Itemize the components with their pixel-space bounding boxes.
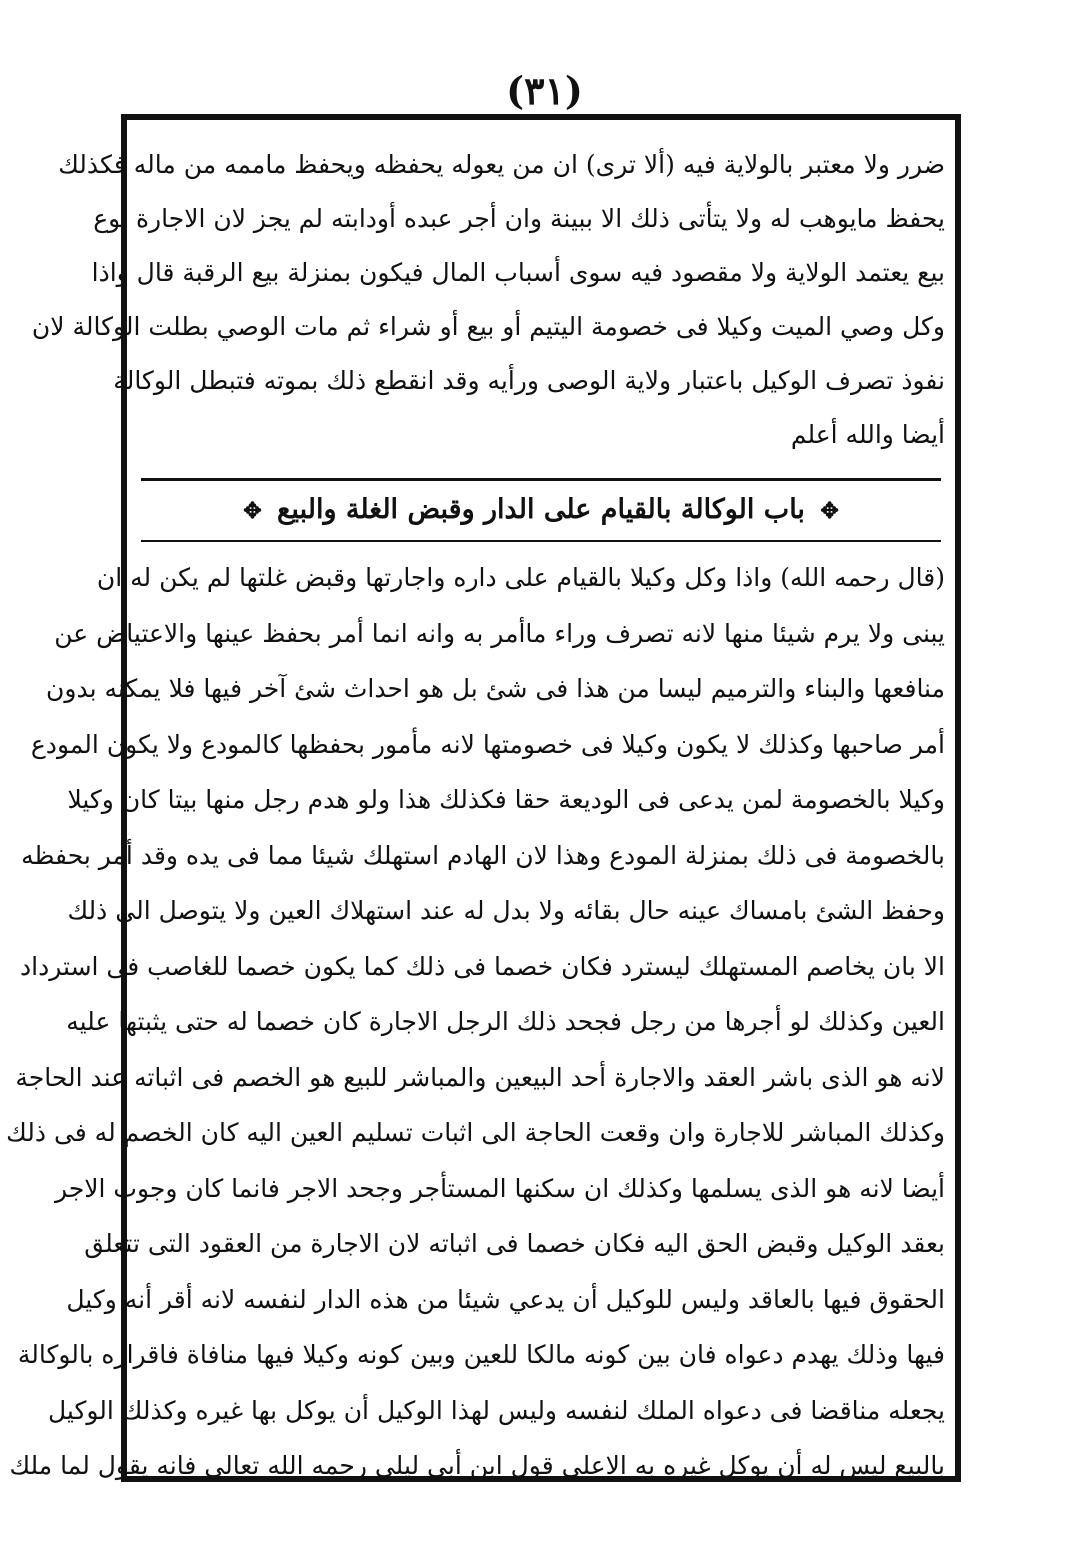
text-line: بعقد الوكيل وقبض الحق اليه فكان خصما فى اثباته لان الاجارة من العقود التى تتعلق — [84, 1229, 945, 1258]
ornament-icon: ✥ — [243, 497, 262, 524]
text-line: وكذلك المباشر للاجارة وان وقعت الحاجة الى اثبات تسليم العين اليه كان الخصم له فى ذلك — [6, 1118, 945, 1147]
chapter-heading — [127, 486, 955, 534]
text-line: بالخصومة فى ذلك بمنزلة المودع وهذا لان الهادم استهلك شيئا مما فى يده وقد أمر بحفظه — [21, 840, 945, 870]
text-line: لانه هو الذى باشر العقد والاجارة أحد البيعين والمباشر للبيع هو الخصم فى اثباته عند الحاجة — [15, 1062, 945, 1092]
divider-bottom — [141, 540, 941, 542]
text-line: بيع يعتمد الولاية ولا مقصود فيه سوى أسباب المال فيكون بمنزلة بيع الرقبة قال واذا — [91, 258, 945, 287]
text-line: (قال رحمه الله) واذا وكل وكيلا بالقيام على داره واجارتها وقبض غلتها لم يكن له ان — [96, 563, 945, 592]
text-line: فيها وذلك يهدم دعواه فان بين كونه مالكا للعين وبين كونه وكيلا فيها منافاة فاقراره بالوكالة — [17, 1340, 945, 1369]
text-line: الا بان يخاصم المستهلك ليسترد فكان خصما فى ذلك كما يكون خصما للغاصب فى استرداد — [20, 951, 945, 981]
text-line: يحفظ مايوهب له ولا يتأتى ذلك الا ببينة وان أجر عبده أودابته لم يجز لان الاجارة نوع — [93, 204, 945, 233]
page-frame — [6, 114, 961, 1482]
text-line: وكل وصي الميت وكيلا فى خصومة اليتيم أو بيع أو شراء ثم مات الوصي بطلت الوكالة لان — [31, 312, 945, 341]
text-line: وحفظ الشئ بامساك عينه حال بقائه ولا بدل له عند استهلاك العين ولا يتوصل الى ذلك — [67, 896, 945, 925]
text-line: منافعها والبناء والترميم ليسا من هذا فى شئ بل هو احداث شئ آخر فيها فلا يمكنه بدون — [46, 674, 945, 703]
text-line: أيضا والله أعلم — [790, 420, 945, 449]
text-line: نفوذ تصرف الوكيل باعتبار ولاية الوصى ورأيه وقد انقطع ذلك بموته فتبطل الوكالة — [113, 366, 945, 395]
divider-top — [141, 478, 941, 481]
text-line: بالبيع ليس له أن يوكل غيره به الاعلى قول ابن أبى ليلى رحمه الله تعالى فانه يقول لما ملك — [9, 1451, 945, 1480]
text-line: الحقوق فيها بالعاقد وليس للوكيل أن يدعي شيئا من هذه الدار لنفسه لانه أقر أنه وكيل — [66, 1284, 945, 1314]
chapter-title: باب الوكالة بالقيام على الدار وقبض الغلة والبيع — [277, 494, 805, 525]
main-text-block — [6, 550, 945, 1494]
text-line: يجعله مناقضا فى دعواه الملك لنفسه وليس لهذا الوكيل أن يوكل بها غيره وكذلك الوكيل — [48, 1395, 945, 1425]
text-line: ضرر ولا معتبر بالولاية فيه (ألا ترى) ان من يعوله يحفظه ويحفظ ماممه من ماله فكذلك — [58, 150, 945, 179]
text-line: أمر صاحبها وكذلك لا يكون وكيلا فى خصومتها لانه مأمور بحفظها كالمودع ولا يكون المودع — [30, 729, 945, 759]
text-line: أيضا لانه هو الذى يسلمها وكذلك ان سكنها المستأجر وجحد الاجر فانما كان وجوب الاجر — [55, 1173, 945, 1203]
top-text-block — [31, 138, 945, 462]
page-number: (٣١) — [506, 68, 583, 113]
text-line: يبنى ولا يرم شيئا منها لانه تصرف وراء ماأمر به وانه انما أمر بحفظ عينها والاعتياض عن — [54, 618, 945, 648]
text-line: العين وكذلك لو أجرها من رجل فجحد ذلك الرجل الاجارة كان خصما له حتى يثبتها عليه — [66, 1007, 945, 1036]
ornament-icon: ✥ — [820, 497, 839, 524]
text-line: وكيلا بالخصومة لمن يدعى فى الوديعة حقا فكذلك هذا ولو هدم رجل منها بيتا كان وكيلا — [67, 785, 945, 814]
